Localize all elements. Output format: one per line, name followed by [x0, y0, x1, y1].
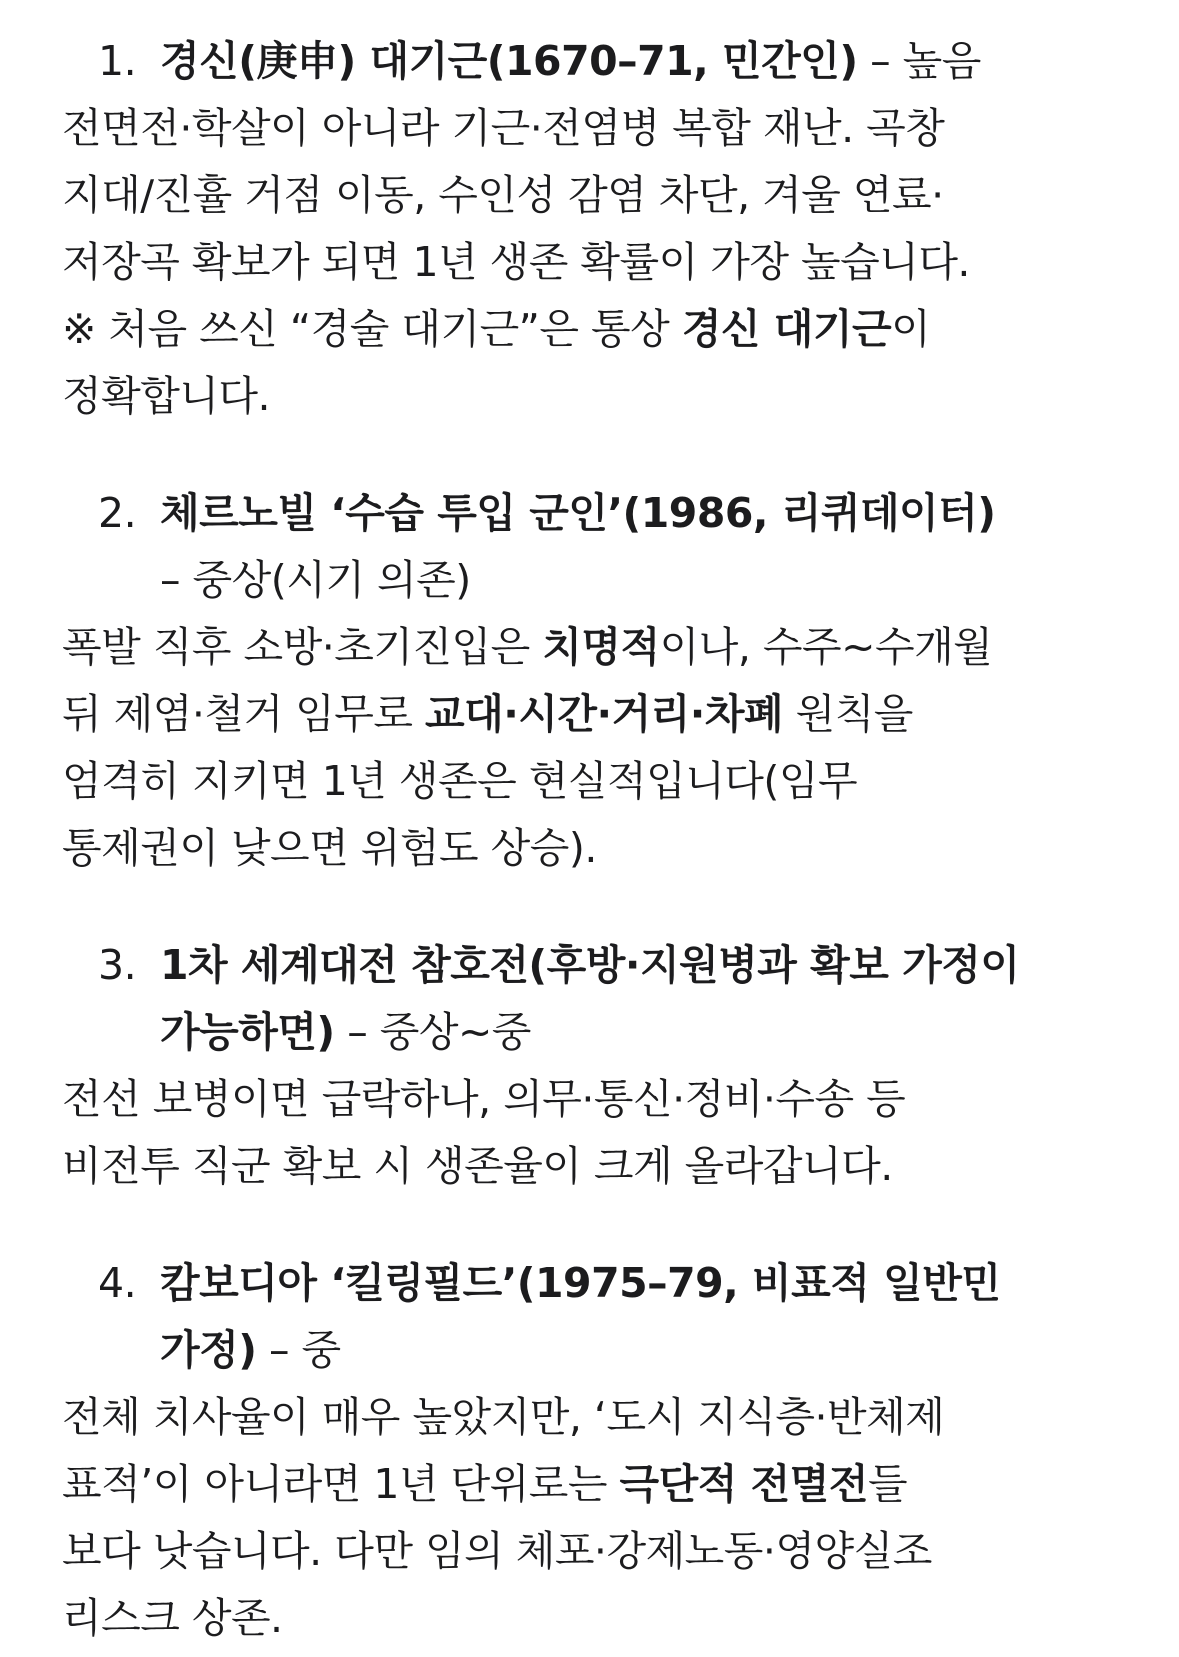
- body-text: 전체 치사율이 매우 높았지만, ‘도시 지식층·반체제: [62, 1393, 945, 1441]
- body-line: [62, 229, 1139, 296]
- item-title-line-2: 가정): [160, 1326, 257, 1374]
- item-rating: – 높음: [857, 37, 981, 85]
- item-heading: [62, 1250, 1139, 1384]
- body-text: 보다 낫습니다. 다만 임의 체포·강제노동·영양실조: [62, 1527, 932, 1575]
- body-text: 정확합니다.: [62, 372, 271, 420]
- body-line: [62, 296, 1139, 363]
- item-body: [62, 1384, 1139, 1652]
- item-number: 4.: [98, 1259, 137, 1307]
- item-body: [62, 1066, 1139, 1200]
- item-title: 경신(庚申) 대기근(1670–71, 민간인): [160, 37, 858, 85]
- body-line: [62, 1585, 1139, 1652]
- body-text: 폭발 직후 소방·초기진입은: [62, 623, 543, 671]
- body-emphasis: 극단적 전멸전: [619, 1460, 868, 1508]
- body-line: [62, 162, 1139, 229]
- body-text: 지대/진휼 거점 이동, 수인성 감염 차단, 겨울 연료·: [62, 171, 944, 219]
- body-line: [62, 1518, 1139, 1585]
- item-body: [62, 95, 1139, 430]
- item-title-line-1: 캄보디아 ‘킬링필드’(1975–79, 비표적 일반민: [160, 1259, 1001, 1307]
- body-text: 이나, 수주~수개월: [659, 623, 993, 671]
- body-line: [62, 95, 1139, 162]
- body-text: 원칙을: [783, 690, 913, 738]
- item-rating: – 중: [256, 1326, 341, 1374]
- list-item-4: [62, 1250, 1139, 1652]
- list-item-2: [62, 480, 1139, 882]
- body-emphasis: 교대·시간·거리·차폐: [424, 690, 784, 738]
- body-emphasis: 경신 대기근: [681, 305, 892, 353]
- item-heading: [62, 480, 1139, 614]
- body-line: [62, 1133, 1139, 1200]
- body-text: 비전투 직군 확보 시 생존율이 크게 올라갑니다.: [62, 1142, 893, 1190]
- body-text: ※ 처음 쓰신 “경술 대기근”은 통상: [62, 305, 682, 353]
- body-text: 리스크 상존.: [62, 1594, 283, 1642]
- body-line: [62, 614, 1139, 681]
- list-item-1: [62, 28, 1139, 430]
- body-line: [62, 748, 1139, 815]
- body-text: 전면전·학살이 아니라 기근·전염병 복합 재난. 곡창: [62, 104, 945, 152]
- item-body: [62, 614, 1139, 882]
- item-number: 2.: [98, 489, 137, 537]
- body-text: 표적’이 아니라면 1년 단위로는: [62, 1460, 620, 1508]
- body-text: 전선 보병이면 급락하나, 의무·통신·정비·수송 등: [62, 1075, 906, 1123]
- item-title-line-2: 가능하면): [160, 1008, 335, 1056]
- body-line: [62, 1384, 1139, 1451]
- item-number: 1.: [98, 37, 137, 85]
- item-number: 3.: [98, 941, 137, 989]
- list-item-3: [62, 932, 1139, 1200]
- body-line: [62, 815, 1139, 882]
- body-line: [62, 363, 1139, 430]
- body-text: 뒤 제염·철거 임무로: [62, 690, 425, 738]
- body-line: [62, 1066, 1139, 1133]
- item-title-line-1: 1차 세계대전 참호전(후방·지원병과 확보 가정이: [160, 941, 1020, 989]
- item-heading: [62, 28, 1139, 95]
- item-heading: [62, 932, 1139, 1066]
- body-line: [62, 681, 1139, 748]
- item-rating: – 중상(시기 의존): [160, 556, 471, 604]
- body-line: [62, 1451, 1139, 1518]
- body-text: 엄격히 지키면 1년 생존은 현실적입니다(임무: [62, 757, 858, 805]
- item-title: 체르노빌 ‘수습 투입 군인’(1986, 리퀴데이터): [160, 489, 996, 537]
- body-text: 들: [867, 1460, 908, 1508]
- body-emphasis: 치명적: [542, 623, 660, 671]
- body-text: 이: [891, 305, 931, 353]
- body-text: 통제권이 낮으면 위험도 상승).: [62, 824, 597, 872]
- item-rating: – 중상~중: [334, 1008, 531, 1056]
- body-text: 저장곡 확보가 되면 1년 생존 확률이 가장 높습니다.: [62, 238, 970, 286]
